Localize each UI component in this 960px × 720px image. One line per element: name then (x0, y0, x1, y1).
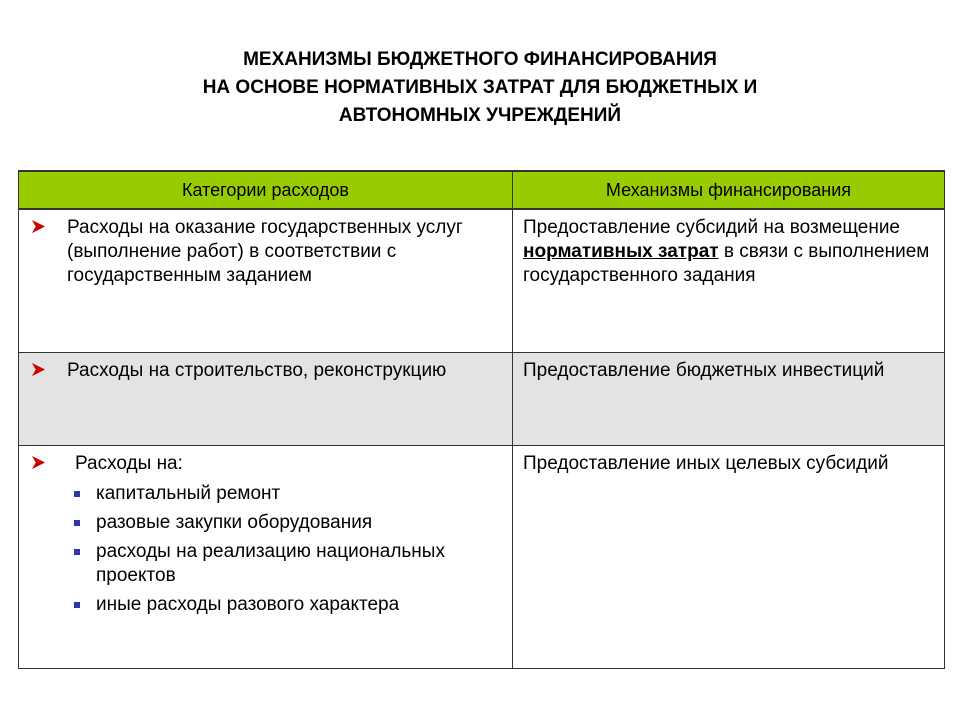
category-cell (19, 353, 513, 446)
mechanism-cell (513, 209, 945, 353)
page-title (0, 46, 960, 130)
mechanism-emphasis: нормативных затрат (523, 241, 719, 262)
category-cell (19, 209, 513, 353)
table-header-row (19, 171, 945, 209)
mechanism-cell (513, 446, 945, 669)
square-bullet-icon (74, 549, 80, 555)
square-bullet-icon (74, 602, 80, 608)
list-item (67, 482, 504, 506)
list-item-text: иные расходы разового характера (96, 594, 400, 615)
list-item (67, 593, 504, 617)
table-row (19, 353, 945, 446)
category-text: Расходы на оказание государственных услуг (выполнение работ) в соответствии с государственным заданием (67, 217, 463, 286)
table-row (19, 209, 945, 353)
title-line-1: МЕХАНИЗМЫ БЮДЖЕТНОГО ФИНАНСИРОВАНИЯ (243, 49, 717, 70)
mechanism-text: Предоставление субсидий на возмещение (523, 217, 901, 238)
header-mechanisms: Механизмы финансирования (513, 171, 945, 209)
category-text: Расходы на строительство, реконструкцию (67, 360, 447, 381)
list-item (67, 511, 504, 535)
list-item-text: разовые закупки оборудования (96, 512, 373, 533)
expense-items-list (67, 482, 504, 617)
arrow-bullet-icon (31, 455, 46, 470)
list-item-text: капитальный ремонт (96, 483, 281, 504)
header-categories: Категории расходов (19, 171, 513, 209)
arrow-bullet-icon (31, 219, 46, 234)
title-line-3: АВТОНОМНЫХ УЧРЕЖДЕНИЙ (338, 105, 622, 126)
mechanism-text-tail: в связи с выполнением государственного задания (523, 241, 930, 286)
category-cell (19, 446, 513, 669)
mechanism-text: Предоставление бюджетных инвестиций (523, 360, 885, 381)
financing-table (18, 170, 945, 669)
title-line-2: НА ОСНОВЕ НОРМАТИВНЫХ ЗАТРАТ ДЛЯ БЮДЖЕТНЫХ И (202, 77, 758, 98)
mechanism-text: Предоставление иных целевых субсидий (523, 453, 889, 474)
mechanism-cell (513, 353, 945, 446)
square-bullet-icon (74, 491, 80, 497)
category-text: Расходы на: (75, 453, 183, 474)
table-row (19, 446, 945, 669)
square-bullet-icon (74, 520, 80, 526)
list-item-text: расходы на реализацию национальных проектов (96, 541, 445, 586)
list-item (67, 540, 504, 588)
arrow-bullet-icon (31, 362, 46, 377)
